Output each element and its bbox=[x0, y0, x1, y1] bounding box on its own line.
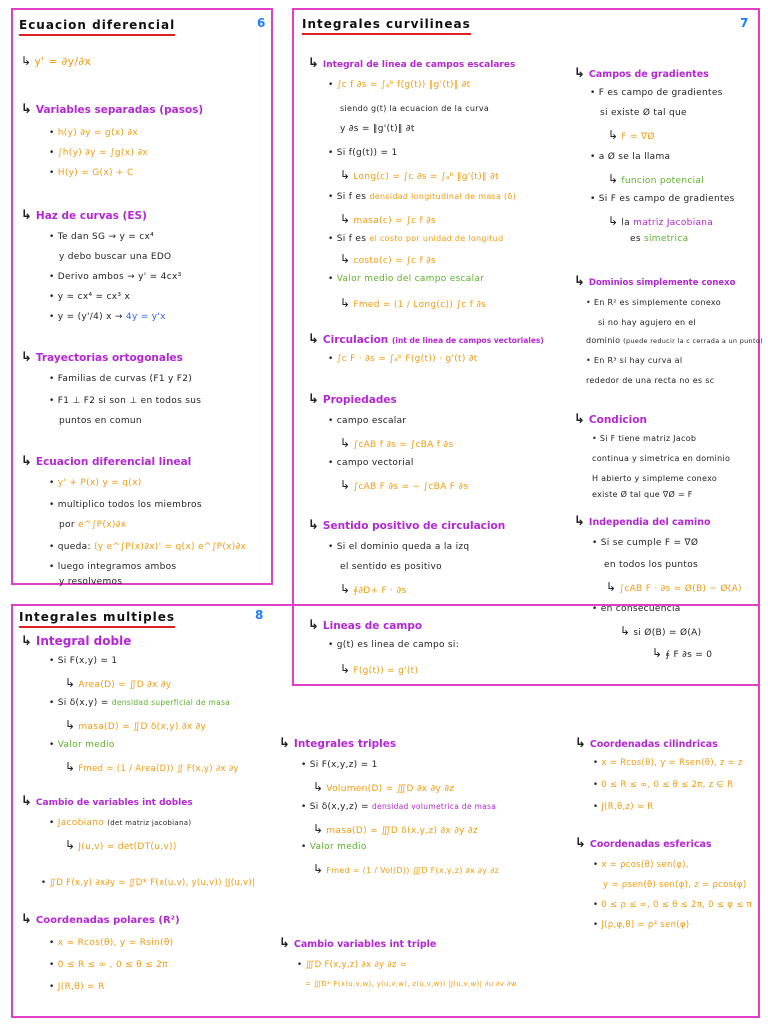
formula: ↳ Fmed = (1 / Area(D)) ∬ F(x,y) ∂x ∂y bbox=[65, 760, 239, 774]
section-ecuacion-diferencial bbox=[11, 8, 273, 585]
heading-ecuacion-lineal: ↳ Ecuacion diferencial lineal bbox=[21, 454, 192, 469]
page-title-curvilineas: Integrales curvilineas bbox=[302, 17, 471, 31]
text: si no hay agujero en el bbox=[598, 318, 697, 327]
formula: ↳ F(g(t)) = g'(t) bbox=[340, 662, 419, 676]
formula: • J(R,θ) = R bbox=[49, 982, 105, 992]
text: • En R³ si hay curva al bbox=[586, 356, 683, 365]
formula: • 0 ≤ R ≤ ∞ , 0 ≤ θ ≤ 2π bbox=[49, 960, 168, 970]
step: • queda: (y e^∫P(x)∂x)' = q(x) e^∫P(x)∂x bbox=[49, 542, 247, 552]
text: el sentido es positivo bbox=[340, 562, 442, 572]
step: • y = (y'/4) x → 4y = y'x bbox=[49, 312, 166, 322]
formula: ↳ Area(D) = ∬D ∂x ∂y bbox=[65, 676, 172, 690]
text: • Valor medio bbox=[301, 842, 367, 852]
step: y resolvemos bbox=[59, 577, 123, 587]
section-integrales-multiples bbox=[11, 604, 760, 1018]
formula: • ∭D F(x,y,z) ∂x ∂y ∂z = bbox=[297, 960, 408, 970]
text: en todos los puntos bbox=[604, 560, 699, 570]
heading-sentido-positivo: ↳ Sentido positivo de circulacion bbox=[308, 518, 506, 533]
text: • F es campo de gradientes bbox=[590, 88, 723, 98]
step: y debo buscar una EDO bbox=[59, 252, 172, 262]
heading-coordenadas-esfericas: ↳ Coordenadas esfericas bbox=[575, 836, 712, 851]
text: • Valor medio bbox=[49, 740, 115, 750]
heading-condicion: ↳ Condicion bbox=[574, 412, 647, 427]
text: • Si δ(x,y) = densidad superficial de masa bbox=[49, 698, 231, 708]
step: puntos en comun bbox=[59, 416, 142, 426]
text: • En R² es simplemente conexo bbox=[586, 298, 721, 307]
heading-lineas-campo: ↳ Lineas de campo bbox=[308, 618, 423, 633]
formula: • 0 ≤ ρ ≤ ∞, 0 ≤ θ ≤ 2π, 0 ≤ φ ≤ π bbox=[593, 900, 753, 910]
formula: ↳ J(u,v) = det(DT(u,v)) bbox=[65, 838, 177, 852]
formula: • J(ρ,φ,θ) = ρ² sen(φ) bbox=[593, 920, 690, 930]
step: • h(y) ∂y = g(x) ∂x bbox=[49, 128, 138, 138]
section-integrales-curvilineas bbox=[292, 8, 763, 686]
text: • Si f es densidad longitudinal de masa (δ) bbox=[328, 192, 517, 202]
formula: ↳ ∫cAB F · ∂s = Ø(B) − Ø(A) bbox=[606, 580, 742, 594]
text: • Si F es campo de gradientes bbox=[590, 194, 735, 204]
step: • Derivo ambos → y' = 4cx³ bbox=[49, 272, 182, 282]
text: y ∂s = ‖g'(t)‖ ∂t bbox=[340, 124, 415, 134]
page-number: 7 bbox=[740, 16, 749, 30]
text: si existe Ø tal que bbox=[600, 108, 687, 118]
formula: ↳ masa(D) = ∭D δ(x,y,z) ∂x ∂y ∂z bbox=[313, 822, 478, 836]
text: ↳ la matriz Jacobiana bbox=[608, 214, 714, 228]
formula: ↳ ∫cAB f ∂s = ∫cBA f ∂s bbox=[340, 436, 454, 450]
page-title-ecuacion: Ecuacion diferencial bbox=[19, 18, 175, 32]
step: • luego integramos ambos bbox=[49, 562, 177, 572]
derivative-formula: ↳ y' = ∂y/∂x bbox=[21, 54, 92, 68]
formula: • ∫c F · ∂s = ∫ₐᵇ F(g(t)) · g'(t) ∂t bbox=[328, 354, 478, 364]
formula: • ∬D F(x,y) ∂x∂y = ∬D* F(x(u,v), y(u,v)) |J(u,v)| bbox=[41, 878, 256, 888]
text: • campo escalar bbox=[328, 416, 407, 426]
step: • y = cx⁴ = cx³ x bbox=[49, 292, 131, 302]
formula: ↳ ∫cAB F ∂s = − ∫cBA F ∂s bbox=[340, 478, 469, 492]
heading-campos-gradientes: ↳ Campos de gradientes bbox=[574, 66, 709, 81]
formula: • x = ρcos(θ) sen(φ), bbox=[593, 860, 689, 870]
text: dominio (puede reducir la c cerrada a un punto) bbox=[586, 336, 763, 345]
formula: • x = Rcos(θ), y = Rsen(θ), z = z bbox=[593, 758, 743, 768]
heading-integral-doble: ↳ Integral doble bbox=[21, 634, 132, 649]
text: H abierto y simpleme conexo bbox=[592, 474, 718, 483]
formula: ↳ Volumen(D) = ∭D ∂x ∂y ∂z bbox=[313, 780, 455, 794]
heading-variables-separadas: ↳ Variables separadas (pasos) bbox=[21, 102, 204, 117]
text: • Si se cumple F = ∇Ø bbox=[592, 538, 699, 548]
page-number: 8 bbox=[255, 608, 264, 622]
heading-coordenadas-polares: ↳ Coordenadas polares (R²) bbox=[21, 912, 180, 927]
page-number: 6 bbox=[257, 16, 266, 30]
formula: • J(R,θ,z) = R bbox=[593, 802, 654, 812]
formula: ↳ F = ∇Ø bbox=[608, 128, 655, 142]
text: siendo g(t) la ecuacion de la curva bbox=[340, 104, 490, 113]
heading-propiedades: ↳ Propiedades bbox=[308, 392, 397, 407]
step: • Te dan SG → y = cx⁴ bbox=[49, 232, 155, 242]
formula: = ∭D* F(x(u,v,w), y(u,v,w), z(u,v,w)) |J(u,v,w)| ∂u ∂v ∂w bbox=[305, 980, 517, 988]
heading-cambio-variables-triple: ↳ Cambio variables int triple bbox=[279, 936, 437, 951]
step: • multiplico todos los miembros bbox=[49, 500, 202, 510]
formula: ↳ ∮∂D+ F · ∂s bbox=[340, 582, 407, 596]
text: • Si δ(x,y,z) = densidad volumetrica de masa bbox=[301, 802, 497, 812]
heading-trayectorias: ↳ Trayectorias ortogonales bbox=[21, 350, 183, 365]
text: • en consecuencia bbox=[592, 604, 681, 614]
step: • H(y) = G(x) + C bbox=[49, 168, 134, 178]
formula: y = ρsen(θ) sen(φ), z = ρcos(φ) bbox=[603, 880, 747, 890]
text: • campo vectorial bbox=[328, 458, 414, 468]
heading-integral-linea: ↳ Integral de linea de campos escalares bbox=[308, 56, 516, 71]
formula: ↳ Long(c) = ∫c ∂s = ∫ₐᵇ ‖g'(t)‖ ∂t bbox=[340, 168, 499, 182]
text: • a Ø se la llama bbox=[590, 152, 671, 162]
formula: • 0 ≤ R ≤ ∞, 0 ≤ θ ≤ 2π, z ∈ R bbox=[593, 780, 734, 790]
text: continua y simetrica en dominio bbox=[592, 454, 731, 463]
formula: • x = Rcos(θ), y = Rsin(θ) bbox=[49, 938, 174, 948]
page-title-multiples: Integrales multiples bbox=[19, 610, 175, 624]
formula: ↳ Fmed = (1 / Long(c)) ∫c f ∂s bbox=[340, 296, 487, 310]
text: es simetrica bbox=[630, 234, 689, 244]
text: • Si F(x,y) = 1 bbox=[49, 656, 118, 666]
step: por e^∫P(x)∂x bbox=[59, 520, 127, 530]
heading-cambio-variables-dobles: ↳ Cambio de variables int dobles bbox=[21, 794, 193, 809]
formula: ↳ masa(D) = ∬D δ(x,y) ∂x ∂y bbox=[65, 718, 207, 732]
formula: ↳ Fmed = (1 / Vol(D)) ∭D F(x,y,z) ∂x ∂y ∂z bbox=[313, 862, 500, 876]
text: • Si f(g(t)) = 1 bbox=[328, 148, 398, 158]
formula: ↳ costo(c) = ∫c f ∂s bbox=[340, 252, 437, 266]
text: existe Ø tal que ∇Ø = F bbox=[592, 490, 693, 499]
heading-integrales-triples: ↳ Integrales triples bbox=[279, 736, 397, 751]
text: • g(t) es linea de campo si: bbox=[328, 640, 460, 650]
heading-independencia-camino: ↳ Independia del camino bbox=[574, 514, 711, 529]
text: • Si el dominio queda a la izq bbox=[328, 542, 470, 552]
heading-haz-curvas: ↳ Haz de curvas (ES) bbox=[21, 208, 147, 223]
text: • Si f es el costo por unidad de longitud bbox=[328, 234, 504, 244]
step: • Familias de curvas (F1 y F2) bbox=[49, 374, 193, 384]
text: • Si F(x,y,z) = 1 bbox=[301, 760, 378, 770]
text: • Valor medio del campo escalar bbox=[328, 274, 485, 284]
text: • Si F tiene matriz Jacob bbox=[592, 434, 697, 443]
step: • y' + P(x) y = q(x) bbox=[49, 478, 142, 488]
text: • Jacobiano (det matriz jacobiana) bbox=[49, 818, 192, 828]
formula: ↳ masa(c) = ∫c f ∂s bbox=[340, 212, 437, 226]
text: rededor de una recta no es sc bbox=[586, 376, 715, 385]
heading-coordenadas-cilindricas: ↳ Coordenadas cilindricas bbox=[575, 736, 718, 751]
step: • ∫h(y) ∂y = ∫g(x) ∂x bbox=[49, 148, 148, 158]
formula: • ∫c f ∂s = ∫ₐᵇ f(g(t)) ‖g'(t)‖ ∂t bbox=[328, 80, 471, 90]
heading-circulacion: ↳ Circulacion (int de linea de campos vectoriales) bbox=[308, 332, 544, 347]
text: ↳ funcion potencial bbox=[608, 172, 705, 186]
step: • F1 ⊥ F2 si son ⊥ en todos sus bbox=[49, 396, 202, 406]
heading-dominios-sc: ↳ Dominios simplemente conexo bbox=[574, 274, 736, 289]
text: ↳ ∮ F ∂s = 0 bbox=[652, 646, 713, 660]
text: ↳ si Ø(B) = Ø(A) bbox=[620, 624, 702, 638]
